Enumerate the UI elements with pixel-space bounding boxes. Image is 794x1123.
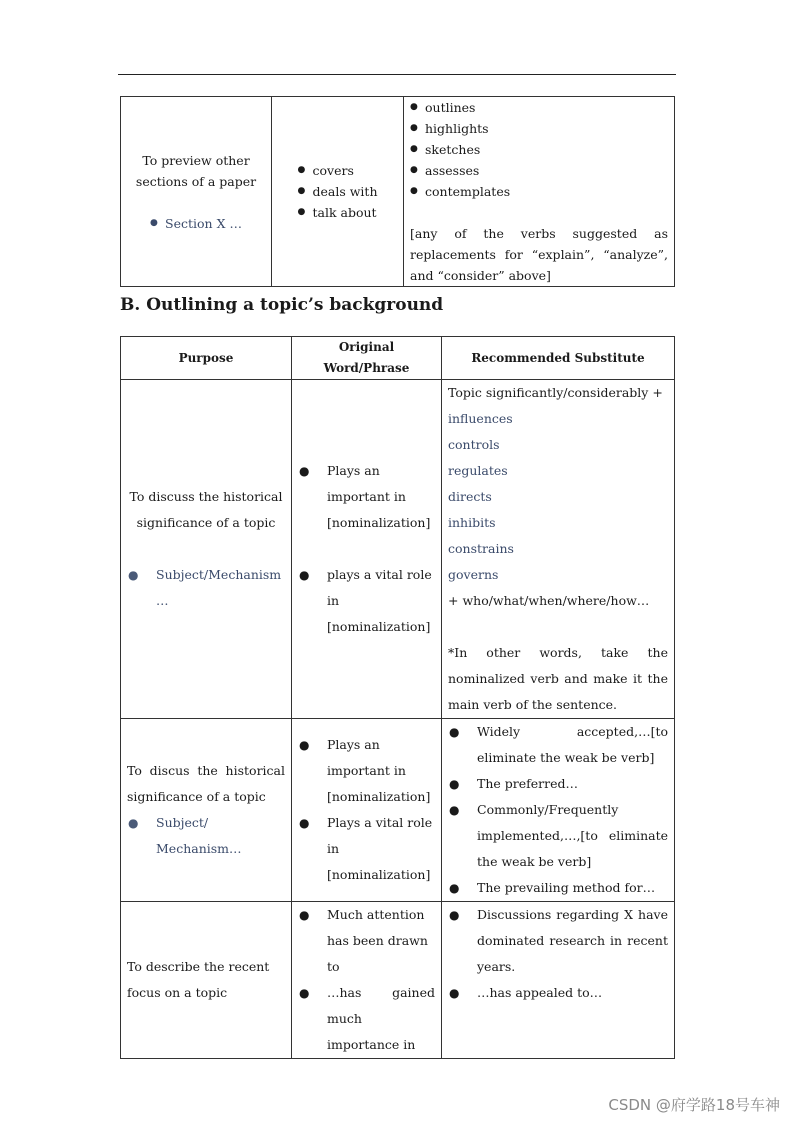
list-item: ● assesses bbox=[410, 160, 668, 181]
original-list bbox=[298, 732, 435, 888]
list-item: ● Plays a vital role in [nominalization] bbox=[298, 810, 435, 888]
list-item: ● Much attention has been drawn to bbox=[298, 902, 435, 980]
verb-item: inhibits bbox=[448, 515, 496, 530]
original-list bbox=[298, 458, 435, 640]
purpose-text: To discus the historical significance of a topic bbox=[127, 763, 285, 804]
original-cell bbox=[292, 719, 442, 902]
list-item: ● Widely accepted,…[to eliminate the weak be verb] bbox=[448, 719, 668, 771]
original-list bbox=[297, 160, 377, 223]
list-item: ● contemplates bbox=[410, 181, 668, 202]
section-heading: B. Outlining a topic’s background bbox=[120, 295, 444, 315]
substitute-cell bbox=[442, 902, 675, 1059]
background-table bbox=[120, 336, 675, 1059]
substitute-intro: Topic significantly/considerably + bbox=[448, 385, 663, 400]
list-item: ● talk about bbox=[297, 202, 377, 223]
header-rule bbox=[118, 74, 676, 75]
substitute-outro: + who/what/when/where/how… bbox=[448, 593, 650, 608]
verb-item: constrains bbox=[448, 541, 514, 556]
purpose-text: To discuss the historical significance of a topic bbox=[129, 489, 283, 530]
verb-item: directs bbox=[448, 489, 492, 504]
list-item: ● Plays an important in [nominalization] bbox=[298, 458, 435, 536]
note-text: [any of the verbs suggested as replacements for “explain”, “analyze”, and “consider” above] bbox=[410, 226, 668, 283]
purpose-cell bbox=[121, 902, 292, 1059]
purpose-text: sections of a paper bbox=[135, 173, 257, 189]
header-row bbox=[121, 337, 675, 380]
list-item: ● …has gained much importance in bbox=[298, 980, 435, 1058]
list-item: ● Commonly/Frequently implemented,…,[to eliminate the weak be verb] bbox=[448, 797, 668, 875]
table-row bbox=[121, 719, 675, 902]
purpose-cell bbox=[121, 97, 272, 287]
list-item: ● deals with bbox=[297, 181, 377, 202]
list-item: ● outlines bbox=[410, 97, 668, 118]
table-row bbox=[121, 902, 675, 1059]
example-list bbox=[127, 562, 285, 614]
list-item: ● The prevailing method for… bbox=[448, 875, 668, 901]
purpose-text: To preview other bbox=[142, 152, 250, 168]
original-list bbox=[298, 902, 435, 1058]
list-item: ● plays a vital role in [nominalization] bbox=[298, 562, 435, 640]
substitute-list bbox=[410, 97, 668, 202]
example-item: ● Section X … bbox=[150, 213, 242, 234]
verb-item: influences bbox=[448, 411, 513, 426]
example-list bbox=[127, 810, 285, 862]
purpose-text: To describe the recent focus on a topic bbox=[127, 959, 270, 1000]
list-item: ● The preferred… bbox=[448, 771, 668, 797]
substitute-cell bbox=[442, 719, 675, 902]
substitute-list bbox=[448, 902, 668, 1006]
example-item: ● Subject/ Mechanism… bbox=[127, 810, 285, 862]
list-item: ● …has appealed to… bbox=[448, 980, 668, 1006]
table-row bbox=[121, 97, 675, 287]
list-item: ● Discussions regarding X have dominated research in recent years. bbox=[448, 902, 668, 980]
verbs-table-continued bbox=[120, 96, 675, 287]
table-row bbox=[121, 380, 675, 719]
purpose-cell bbox=[121, 719, 292, 902]
substitute-cell bbox=[442, 380, 675, 719]
example-item: ● Subject/Mechanism … bbox=[127, 562, 285, 614]
original-cell bbox=[272, 97, 404, 287]
list-item: ● highlights bbox=[410, 118, 668, 139]
verb-item: regulates bbox=[448, 463, 508, 478]
substitute-list bbox=[448, 719, 668, 901]
watermark: CSDN @府学路18号车神 bbox=[608, 1096, 780, 1114]
header-substitute: Recommended Substitute bbox=[442, 337, 675, 380]
verb-item: controls bbox=[448, 437, 500, 452]
header-original: Original Word/Phrase bbox=[292, 337, 442, 380]
list-item: ● Plays an important in [nominalization] bbox=[298, 732, 435, 810]
original-cell bbox=[292, 902, 442, 1059]
substitute-cell bbox=[404, 97, 675, 287]
verb-item: governs bbox=[448, 567, 499, 582]
list-item: ● covers bbox=[297, 160, 377, 181]
list-item: ● sketches bbox=[410, 139, 668, 160]
purpose-cell bbox=[121, 380, 292, 719]
original-cell bbox=[292, 380, 442, 719]
note-text: *In other words, take the nominalized verb and make it the main verb of the sentence. bbox=[448, 645, 668, 712]
header-purpose: Purpose bbox=[121, 337, 292, 380]
